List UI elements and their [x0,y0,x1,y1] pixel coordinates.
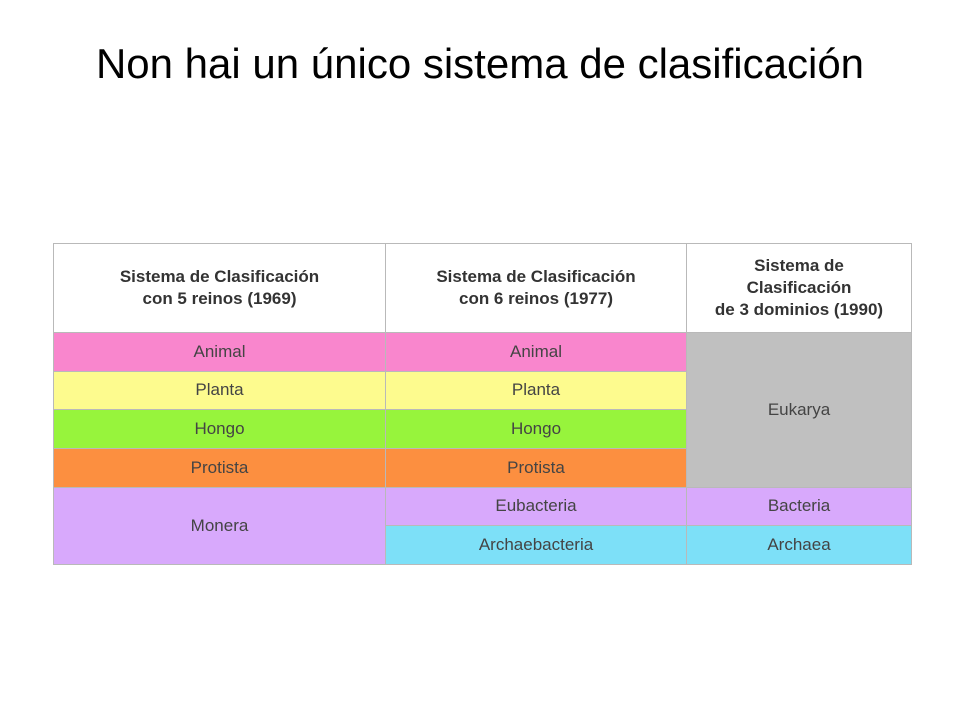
cell-five-protista: Protista [54,448,386,487]
header-line: Sistema de Clasificación [119,267,320,286]
table-row [54,333,912,372]
cell-domain-eukarya: Eukarya [687,333,912,488]
cell-six-planta: Planta [386,371,687,410]
header-line: Sistema de [754,256,844,275]
header-line: con 6 reinos (1977) [458,289,613,308]
cell-five-animal: Animal [54,333,386,372]
cell-six-archaebacteria: Archaebacteria [386,526,687,565]
cell-five-planta: Planta [54,371,386,410]
cell-six-protista: Protista [386,448,687,487]
header-three-domains [687,244,912,333]
cell-domain-bacteria: Bacteria [687,487,912,526]
header-line: con 5 reinos (1969) [142,289,297,308]
header-line: Clasificación [746,278,852,297]
cell-domain-archaea: Archaea [687,526,912,565]
cell-five-monera: Monera [54,487,386,564]
slide-title: Non hai un único sistema de clasificación [95,40,865,87]
cell-six-hongo: Hongo [386,410,687,449]
header-five-kingdoms [54,244,386,333]
cell-five-hongo: Hongo [54,410,386,449]
header-line: de 3 dominios (1990) [714,300,884,319]
table-row [54,487,912,526]
cell-six-animal: Animal [386,333,687,372]
header-line: Sistema de Clasificación [436,267,636,286]
classification-table [53,243,912,565]
header-six-kingdoms [386,244,687,333]
cell-six-eubacteria: Eubacteria [386,487,687,526]
header-row [54,244,912,333]
